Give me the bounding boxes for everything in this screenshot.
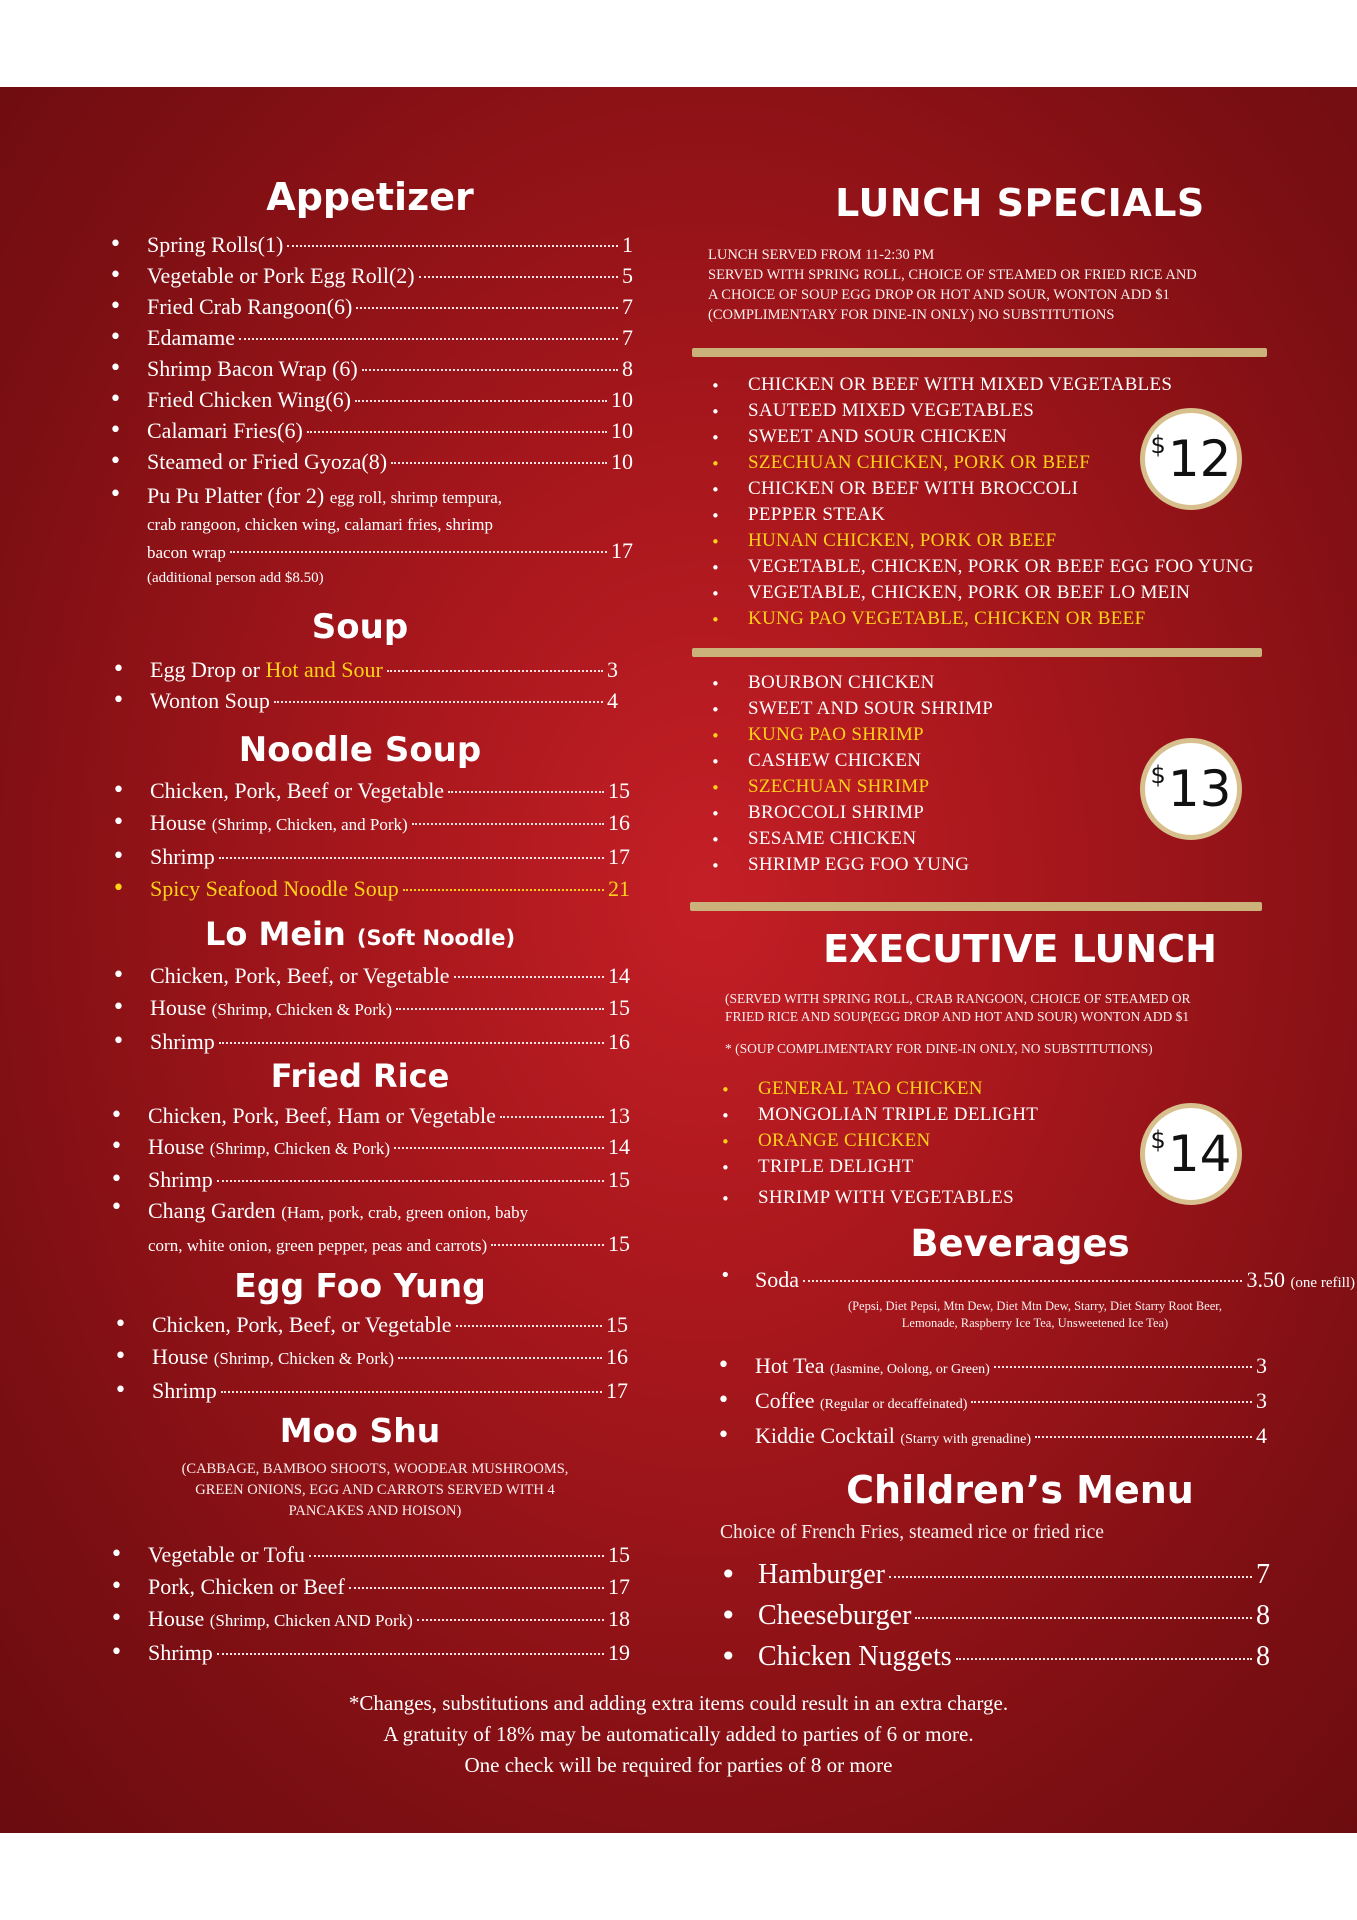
list-item: • SHRIMP WITH VEGETABLES <box>758 1185 1158 1211</box>
list-item: • Kiddie Cocktail (Starry with grenadine) 4 <box>755 1420 1267 1455</box>
list-item: • SESAME CHICKEN <box>748 826 1308 852</box>
list-item: • TRIPLE DELIGHT <box>758 1154 1158 1180</box>
list-item: • Cheeseburger 8 <box>758 1595 1270 1636</box>
list-item: • KUNG PAO SHRIMP <box>748 722 1308 748</box>
pupu-platter-item: • Pu Pu Platter (for 2) egg roll, shrimp tempura, crab rangoon, chicken wing, calamari fries, shrimp bacon wrap 17 (additional person add $8.50) <box>109 482 633 586</box>
list-item: • Fried Crab Rangoon(6) 7 <box>147 291 633 322</box>
list-item: • MONGOLIAN TRIPLE DELIGHT <box>758 1102 1158 1128</box>
beverages-title: Beverages <box>910 1222 1130 1265</box>
right-column <box>690 87 1357 1833</box>
list-item: • SHRIMP EGG FOO YUNG <box>748 852 1308 878</box>
list-item: • House (Shrimp, Chicken, and Pork) 16 <box>150 807 630 841</box>
list-item: • Edamame 7 <box>147 322 633 353</box>
list-item: • HUNAN CHICKEN, PORK OR BEEF <box>748 528 1308 554</box>
footer-line-1: *Changes, substitutions and adding extra items could result in an extra charge. <box>348 1691 1009 1715</box>
lunch-12-list <box>748 372 1308 632</box>
menu-panel <box>0 87 1357 1833</box>
list-item: • Chicken Nuggets 8 <box>758 1636 1270 1677</box>
appetizer-title: Appetizer <box>266 175 474 219</box>
list-item: • SZECHUAN CHICKEN, PORK OR BEEF <box>748 450 1308 476</box>
list-item: • SWEET AND SOUR CHICKEN <box>748 424 1308 450</box>
list-item: • House (Shrimp, Chicken & Pork) 16 <box>152 1341 628 1375</box>
list-item: • Shrimp 17 <box>152 1375 628 1407</box>
list-item: • SZECHUAN SHRIMP <box>748 774 1308 800</box>
lo-mein-subtitle: (Soft Noodle) <box>356 926 516 950</box>
list-item: • House (Shrimp, Chicken & Pork) 15 <box>150 992 630 1026</box>
list-item: • ORANGE CHICKEN <box>758 1128 1158 1154</box>
executive-lunch-list <box>758 1076 1158 1211</box>
list-item: • Chicken, Pork, Beef, or Vegetable 15 <box>152 1309 628 1341</box>
moo-shu-list <box>148 1539 630 1669</box>
childrens-menu-subtitle: Choice of French Fries, steamed rice or fried rice <box>720 1522 1104 1543</box>
list-item: • Chicken, Pork, Beef or Vegetable 15 <box>150 775 630 807</box>
list-item: • Steamed or Fried Gyoza(8) 10 <box>147 446 633 477</box>
moo-shu-note: (CABBAGE, BAMBOO SHOOTS, WOODEAR MUSHROOMS, GREEN ONIONS, EGG AND CARROTS SERVED WITH 4 PANCAKES AND HOISON) <box>181 1461 569 1519</box>
executive-lunch-title: EXECUTIVE LUNCH <box>823 927 1217 971</box>
lunch-specials-note: LUNCH SERVED FROM 11-2:30 PM SERVED WITH SPRING ROLL, CHOICE OF STEAMED OR FRIED RICE AND A CHOICE OF SOUP EGG DROP OR HOT AND SOUR, WONTON ADD $1 (COMPLIMENTARY FOR DINE-IN ONLY) NO SUBSTITUTIONS <box>708 247 1197 323</box>
executive-lunch-note: (SERVED WITH SPRING ROLL, CRAB RANGOON, CHOICE OF STEAMED OR FRIED RICE AND SOUP(EGG DROP AND HOT AND SOUR) WONTON ADD $1 * (SOUP COMPLIMENTARY FOR DINE-IN ONLY, NO SUBSTITUTIONS) <box>725 991 1191 1056</box>
list-item: • SWEET AND SOUR SHRIMP <box>748 696 1308 722</box>
list-item: • Shrimp 17 <box>150 841 630 873</box>
list-item: • KUNG PAO VEGETABLE, CHICKEN OR BEEF <box>748 606 1308 632</box>
list-item: • Spring Rolls(1) 1 <box>147 229 633 260</box>
list-item: • Shrimp 16 <box>150 1026 630 1058</box>
childrens-menu-list <box>758 1554 1270 1677</box>
list-item: • Hamburger 7 <box>758 1554 1270 1595</box>
list-item: • Chicken, Pork, Beef, Ham or Vegetable 13 <box>148 1100 630 1131</box>
egg-foo-yung-title: Egg Foo Yung <box>234 1266 486 1305</box>
list-item: • Shrimp 15 <box>148 1164 630 1195</box>
appetizer-list <box>147 229 633 477</box>
footer-line-2: A gratuity of 18% may be automatically added to parties of 6 or more. <box>383 1722 974 1746</box>
divider-bar <box>690 902 1262 911</box>
footer-note <box>0 1688 1357 1781</box>
list-item: • SAUTEED MIXED VEGETABLES <box>748 398 1308 424</box>
list-item: • GENERAL TAO CHICKEN <box>758 1076 1158 1102</box>
price-badge-14: $ 14 <box>1140 1103 1242 1205</box>
list-item: • PEPPER STEAK <box>748 502 1308 528</box>
egg-foo-yung-list <box>152 1309 628 1407</box>
list-item: • Shrimp 19 <box>148 1637 630 1669</box>
beverages-list <box>755 1350 1267 1455</box>
noodle-soup-title: Noodle Soup <box>238 730 482 770</box>
list-item: • CHICKEN OR BEEF WITH MIXED VEGETABLES <box>748 372 1308 398</box>
soda-item: • Soda 3.50 (one refill) (Pepsi, Diet Pepsi, Mtn Dew, Diet Mtn Dew, Starry, Diet Starry Root Beer, Lemonade, Raspberry Ice Tea, Unsweetened Ice Tea) <box>720 1265 1355 1330</box>
list-item: • VEGETABLE, CHICKEN, PORK OR BEEF LO MEIN <box>748 580 1308 606</box>
fried-rice-list <box>148 1100 630 1195</box>
price-badge-12: $ 12 <box>1140 408 1242 510</box>
list-item: • VEGETABLE, CHICKEN, PORK OR BEEF EGG FOO YUNG <box>748 554 1308 580</box>
list-item: • House (Shrimp, Chicken AND Pork) 18 <box>148 1603 630 1637</box>
list-item: • Coffee (Regular or decaffeinated) 3 <box>755 1385 1267 1420</box>
childrens-menu-title: Children’s Menu <box>846 1468 1194 1512</box>
list-item: • CHICKEN OR BEEF WITH BROCCOLI <box>748 476 1308 502</box>
soup-list <box>150 654 618 716</box>
list-item: • Pork, Chicken or Beef 17 <box>148 1571 630 1603</box>
lo-mein-title-text: Lo Mein <box>204 915 346 953</box>
list-item: • BOURBON CHICKEN <box>748 670 1308 696</box>
price-badge-13: $ 13 <box>1140 738 1242 840</box>
soup-title: Soup <box>311 607 409 647</box>
fried-rice-title: Fried Rice <box>270 1057 450 1095</box>
lunch-specials-title: LUNCH SPECIALS <box>835 181 1205 225</box>
moo-shu-title: Moo Shu <box>279 1411 441 1450</box>
list-item: • Hot Tea (Jasmine, Oolong, or Green) 3 <box>755 1350 1267 1385</box>
lo-mein-title <box>150 915 570 953</box>
list-item: • CASHEW CHICKEN <box>748 748 1308 774</box>
list-item: • House (Shrimp, Chicken & Pork) 14 <box>148 1131 630 1164</box>
list-item: • Fried Chicken Wing(6) 10 <box>147 384 633 415</box>
left-column <box>0 87 700 1833</box>
list-item: • Calamari Fries(6) 10 <box>147 415 633 446</box>
list-item: • Vegetable or Pork Egg Roll(2) 5 <box>147 260 633 291</box>
divider-bar <box>692 348 1267 357</box>
footer-line-3: One check will be required for parties of 8 or more <box>464 1753 893 1777</box>
chang-garden-item: • Chang Garden (Ham, pork, crab, green onion, baby corn, white onion, green pepper, peas and carrots) 15 <box>110 1195 630 1256</box>
divider-bar <box>692 648 1262 657</box>
list-item: • Wonton Soup 4 <box>150 685 618 716</box>
list-item: • Vegetable or Tofu 15 <box>148 1539 630 1571</box>
list-item: • Shrimp Bacon Wrap (6) 8 <box>147 353 633 384</box>
lo-mein-list <box>150 960 630 1058</box>
noodle-soup-list <box>150 775 630 905</box>
list-item: • Egg Drop or Hot and Sour 3 <box>150 654 618 685</box>
list-item: • BROCCOLI SHRIMP <box>748 800 1308 826</box>
list-item: • Chicken, Pork, Beef, or Vegetable 14 <box>150 960 630 992</box>
list-item: • Spicy Seafood Noodle Soup 21 <box>150 873 630 905</box>
